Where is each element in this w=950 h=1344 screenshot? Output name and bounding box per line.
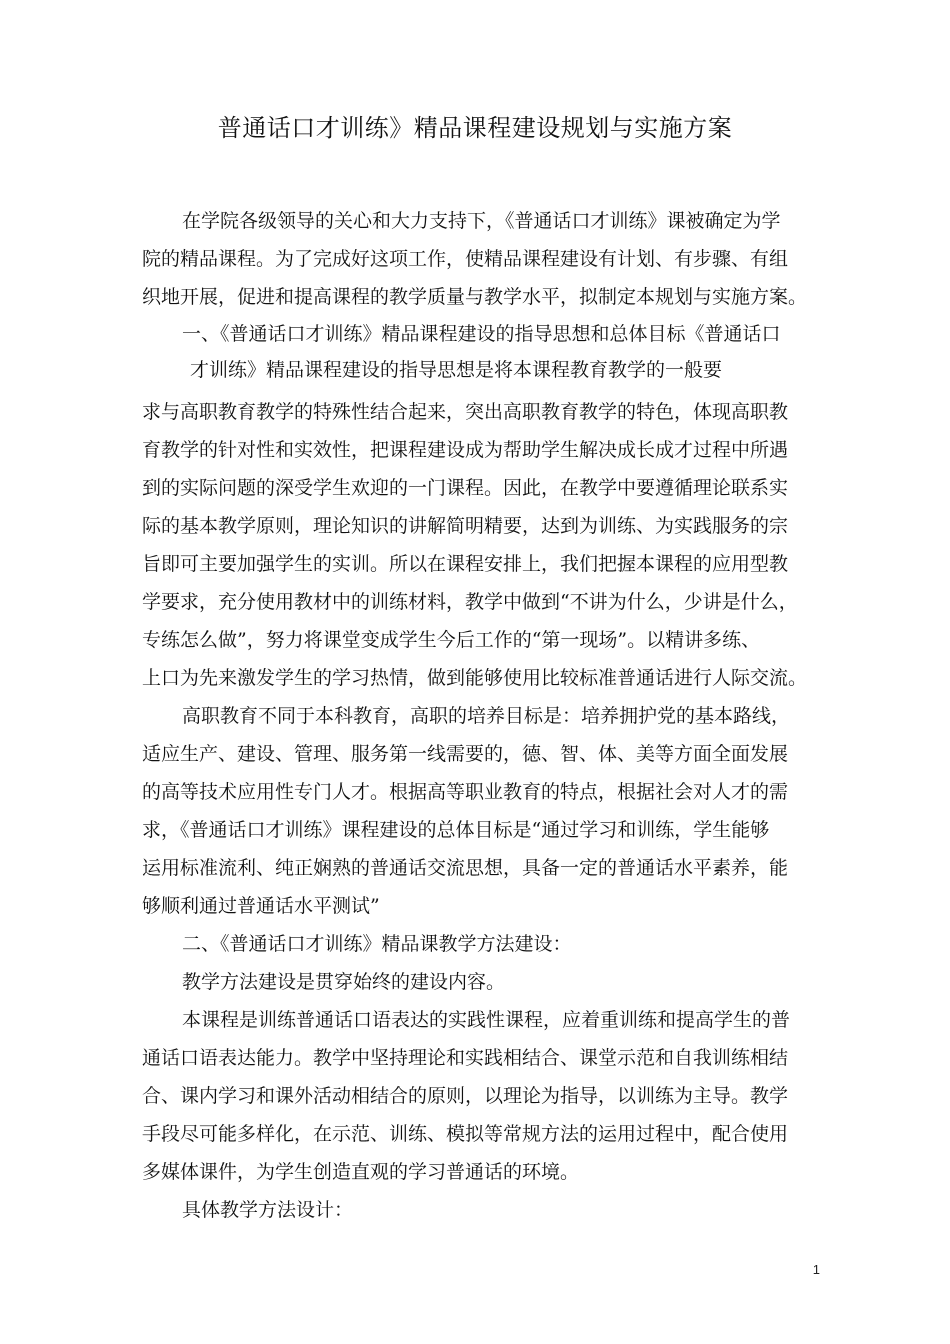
body-line-11: 学要求，充分使用教材中的训练材料，教学中做到“不讲为什么，少讲是什么， — [142, 591, 798, 613]
body-line-18: 运用标准流利、纯正娴熟的普通话交流思想，具备一定的普通话水平素养，能 — [142, 857, 789, 879]
body-line-2: 院的精品课程。为了完成好这项工作，使精品课程建设有计划、有步骤、有组 — [142, 248, 789, 270]
body-line-13: 上口为先来激发学生的学习热情，做到能够使用比较标准普通话进行人际交流。 — [142, 667, 808, 689]
body-line-17: 求，《普通话口才训练》课程建设的总体目标是“通过学习和训练，学生能够 — [142, 819, 770, 841]
body-line-5: 才训练》精品课程建设的指导思想是将本课程教育教学的一般要 — [190, 359, 723, 381]
body-line-8: 到的实际问题的深受学生欢迎的一门课程。因此，在教学中要遵循理论联系实 — [142, 477, 789, 499]
body-line-3: 织地开展，促进和提高课程的教学质量与教学水平，拟制定本规划与实施方案。 — [142, 286, 808, 308]
body-line-16: 的高等技术应用性专门人才。根据高等职业教育的特点，根据社会对人才的需 — [142, 781, 789, 803]
page-number: 1 — [812, 1262, 820, 1277]
body-line-26: 多媒体课件，为学生创造直观的学习普通话的环境。 — [142, 1161, 580, 1183]
body-line-10: 旨即可主要加强学生的实训。所以在课程安排上，我们把握本课程的应用型教 — [142, 553, 789, 575]
body-line-7: 育教学的针对性和实效性，把课程建设成为帮助学生解决成长成才过程中所遇 — [142, 439, 789, 461]
body-line-21: 教学方法建设是贯穿始终的建设内容。 — [182, 971, 506, 993]
body-line-15: 适应生产、建设、管理、服务第一线需要的，德、智、体、美等方面全面发展 — [142, 743, 789, 765]
body-line-1: 在学院各级领导的关心和大力支持下，《普通话口才训练》课被确定为学 — [182, 210, 781, 232]
body-line-6: 求与高职教育教学的特殊性结合起来，突出高职教育教学的特色，体现高职教 — [142, 401, 789, 423]
body-line-14: 高职教育不同于本科教育，高职的培养目标是：培养拥护党的基本路线， — [182, 705, 791, 727]
document-title: 普通话口才训练》精品课程建设规划与实施方案 — [217, 114, 733, 142]
body-line-24: 合、课内学习和课外活动相结合的原则，以理论为指导，以训练为主导。教学 — [142, 1085, 789, 1107]
section-heading-2: 二、《普通话口才训练》精品课教学方法建设： — [182, 933, 572, 955]
body-line-25: 手段尽可能多样化，在示范、训练、模拟等常规方法的运用过程中，配合使用 — [142, 1123, 789, 1145]
body-line-19: 够顺利通过普通话水平测试” — [142, 895, 380, 917]
body-line-12: 专练怎么做”，努力将课堂变成学生今后工作的“第一现场”。以精讲多练、 — [142, 629, 761, 651]
body-line-4: 一、《普通话口才训练》精品课程建设的指导思想和总体目标《普通话口 — [182, 323, 781, 345]
body-line-27: 具体教学方法设计： — [182, 1199, 354, 1221]
body-line-9: 际的基本教学原则，理论知识的讲解简明精要，达到为训练、为实践服务的宗 — [142, 515, 789, 537]
body-line-22: 本课程是训练普通话口语表达的实践性课程，应着重训练和提高学生的普 — [182, 1009, 791, 1031]
body-line-23: 通话口语表达能力。教学中坚持理论和实践相结合、课堂示范和自我训练相结 — [142, 1047, 789, 1069]
